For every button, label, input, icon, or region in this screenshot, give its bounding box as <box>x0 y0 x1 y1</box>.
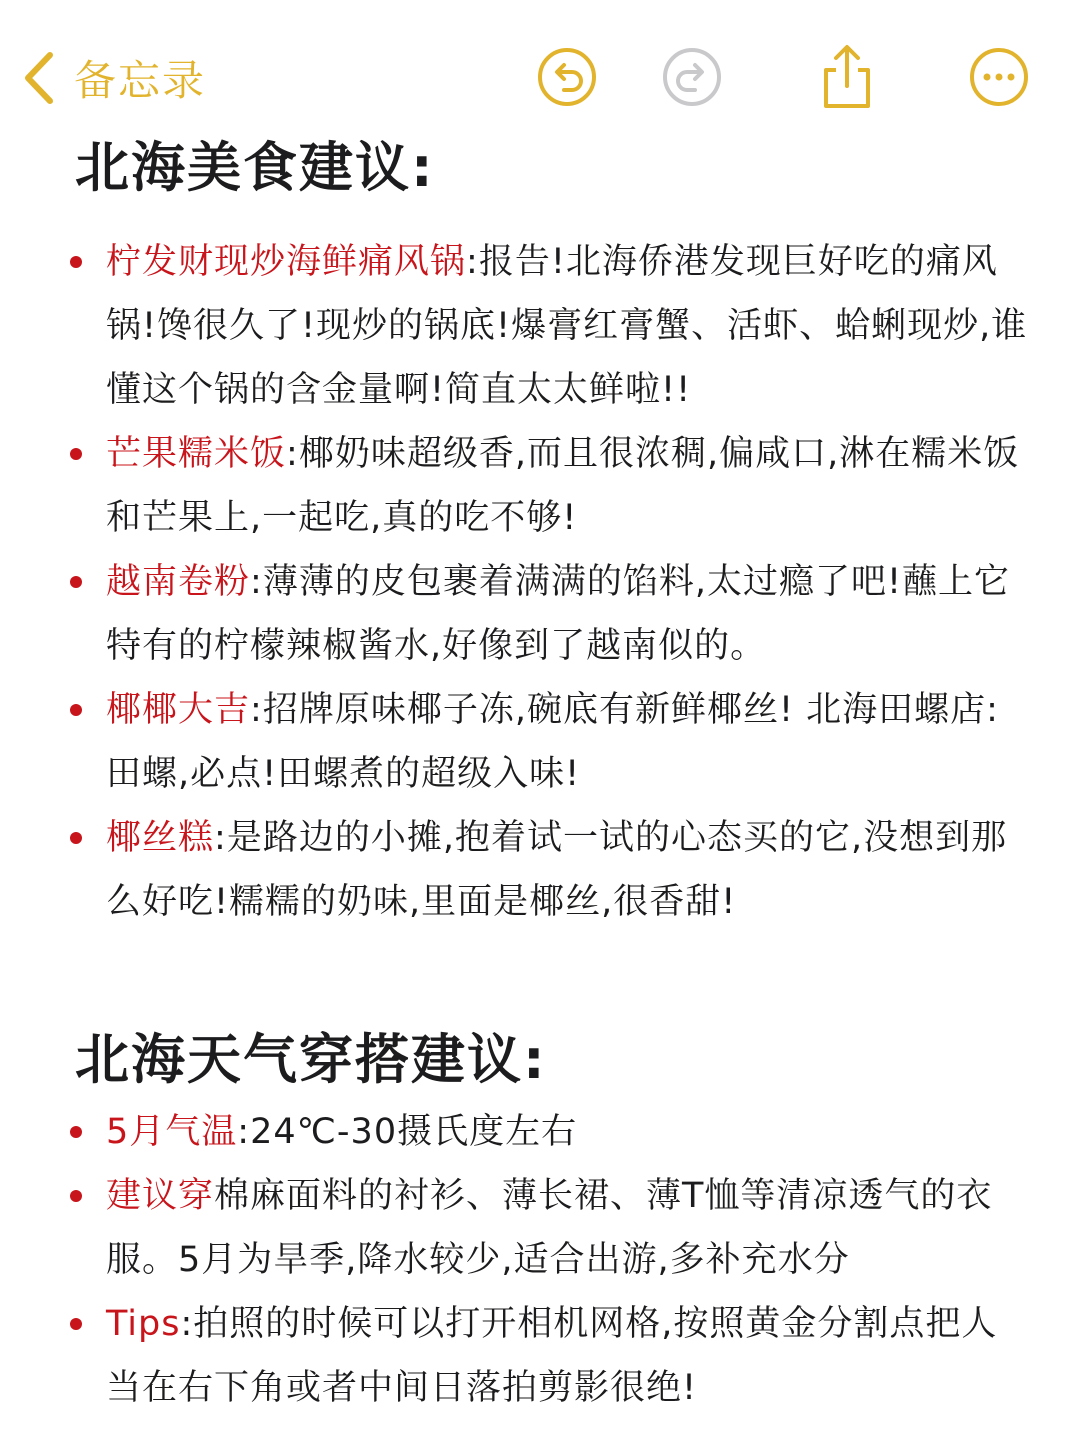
redo-icon <box>661 46 723 108</box>
item-text: :拍照的时候可以打开相机网格,按照黄金分割点把人当在右下角或者中间日落拍剪影很绝! <box>106 1304 998 1408</box>
item-text: 椰奶味超级香,而且很浓稠,偏咸口,淋在糯米饭和芒果上,一起吃,真的吃不够! <box>106 434 1020 538</box>
list-item <box>0 678 1080 806</box>
note-body[interactable] <box>0 120 1080 1420</box>
food-list <box>0 230 1080 934</box>
bullet-icon <box>70 576 82 588</box>
bullet-icon <box>70 704 82 716</box>
item-separator: : <box>214 818 227 858</box>
bullet-icon <box>70 832 82 844</box>
item-text: 报告!北海侨港发现巨好吃的痛风锅!馋很久了!现炒的锅底!爆膏红膏蟹、活虾、蛤蜊现炒,谁懂这个锅的含金量啊!简直太太鲜啦!! <box>106 242 1028 410</box>
bullet-icon <box>70 256 82 268</box>
more-button[interactable] <box>967 42 1031 112</box>
item-separator: : <box>250 690 263 730</box>
item-text: 薄薄的皮包裹着满满的馅料,太过瘾了吧!蘸上它特有的柠檬辣椒酱水,好像到了越南似的。 <box>106 562 1010 666</box>
more-icon <box>968 46 1030 108</box>
bullet-icon <box>70 1190 82 1202</box>
item-name: 柠发财现炒海鲜痛风锅 <box>106 242 467 282</box>
list-item <box>0 1164 1080 1292</box>
list-item <box>0 230 1080 422</box>
back-label: 备忘录 <box>74 56 207 105</box>
chevron-left-icon <box>22 50 56 106</box>
list-item <box>0 1292 1080 1420</box>
navigation-bar <box>0 0 1080 130</box>
redo-button[interactable] <box>660 42 724 112</box>
undo-icon <box>536 46 598 108</box>
weather-heading: 北海天气穿搭建议: <box>75 1028 547 1091</box>
item-name: 芒果糯米饭 <box>106 434 287 474</box>
item-name: 椰椰大吉 <box>106 690 251 730</box>
item-separator: : <box>286 434 299 474</box>
item-name: 椰丝糕 <box>106 818 215 858</box>
item-text: 是路边的小摊,抱着试一试的心态买的它,没想到那么好吃!糯糯的奶味,里面是椰丝,很香甜! <box>106 818 1008 922</box>
item-name: 越南卷粉 <box>106 562 251 602</box>
item-text: 棉麻面料的衬衫、薄长裙、薄T恤等清凉透气的衣服。5月为旱季,降水较少,适合出游,多补充水分 <box>106 1176 993 1280</box>
item-separator: : <box>466 242 479 282</box>
food-heading: 北海美食建议: <box>75 136 435 199</box>
item-separator: : <box>250 562 263 602</box>
item-name: 建议穿 <box>106 1176 215 1216</box>
list-item <box>0 550 1080 678</box>
list-item <box>0 1100 1080 1164</box>
bullet-icon <box>70 448 82 460</box>
item-name: 5月气温 <box>106 1112 238 1152</box>
item-text: :24℃-30摄氏度左右 <box>237 1112 578 1152</box>
back-button[interactable] <box>22 46 206 110</box>
item-name: Tips <box>106 1304 181 1344</box>
list-item <box>0 422 1080 550</box>
bullet-icon <box>70 1126 82 1138</box>
item-text: 招牌原味椰子冻,碗底有新鲜椰丝! 北海田螺店:田螺,必点!田螺煮的超级入味! <box>106 690 999 794</box>
share-icon <box>816 42 878 112</box>
share-button[interactable] <box>815 42 879 112</box>
list-item <box>0 806 1080 934</box>
weather-list <box>0 1100 1080 1420</box>
bullet-icon <box>70 1318 82 1330</box>
undo-button[interactable] <box>535 42 599 112</box>
